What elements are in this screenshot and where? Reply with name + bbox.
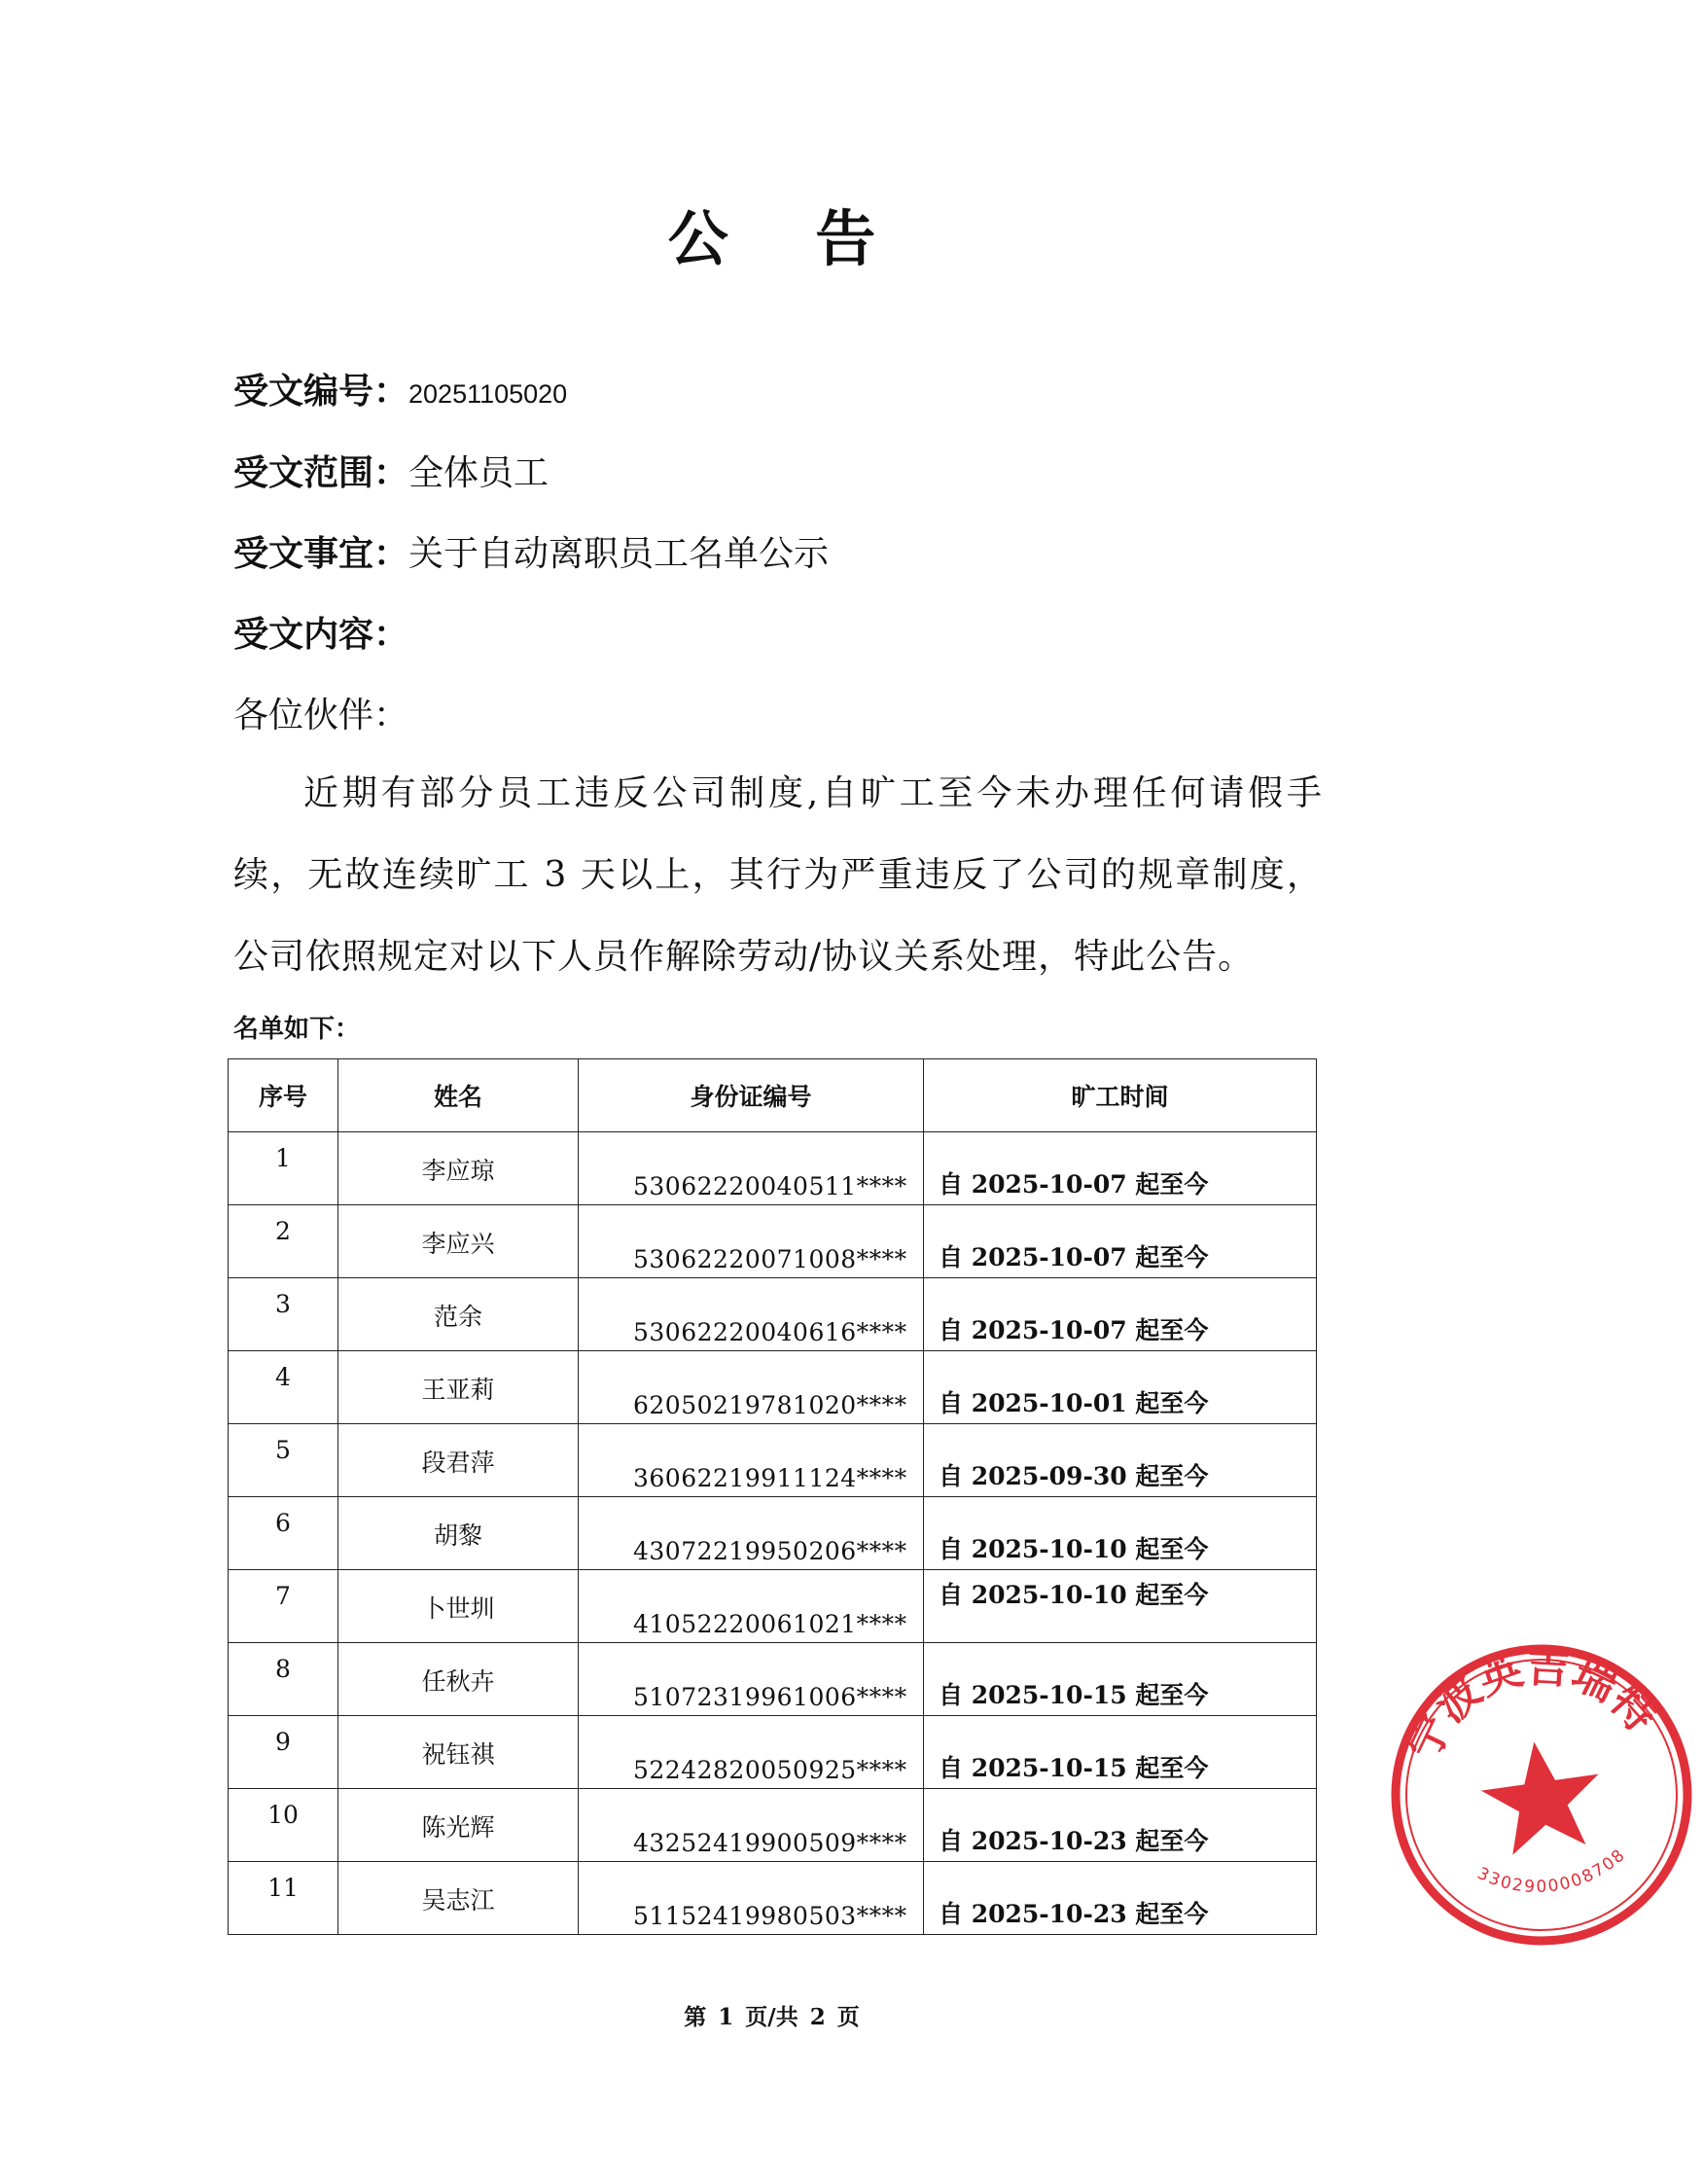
meta-scope <box>233 446 549 495</box>
table-row <box>229 1424 1317 1497</box>
row-id: 53062220040616**** <box>633 1318 907 1346</box>
meta-label: 受文内容： <box>233 614 409 655</box>
row-id: 43252419900509**** <box>633 1829 907 1857</box>
meta-value: 关于自动离职员工名单公示 <box>408 534 830 574</box>
greeting-text: 各位伙伴： <box>233 696 409 735</box>
row-id: 53062220040511**** <box>633 1172 907 1200</box>
row-number: 7 <box>275 1582 291 1610</box>
meta-subject <box>233 526 829 576</box>
table-header-row <box>229 1059 1317 1132</box>
row-name: 段君萍 <box>421 1449 495 1477</box>
row-time: 自 2025-10-07 起至今 <box>939 1316 1209 1344</box>
row-id: 52242820050925**** <box>633 1756 907 1784</box>
row-name: 陈光辉 <box>421 1813 495 1842</box>
row-number: 5 <box>275 1436 291 1464</box>
row-time: 自 2025-10-23 起至今 <box>939 1827 1209 1855</box>
meta-label: 受文编号： <box>233 371 409 412</box>
roster-table <box>228 1058 1317 1935</box>
row-number: 10 <box>267 1801 299 1829</box>
col-header-number: 序号 <box>229 1059 338 1132</box>
row-number: 2 <box>275 1217 291 1245</box>
row-id: 51152419980503**** <box>633 1902 907 1930</box>
row-id: 36062219911124**** <box>633 1464 907 1492</box>
row-time: 自 2025-10-01 起至今 <box>939 1389 1209 1417</box>
row-name: 李应兴 <box>421 1230 495 1258</box>
table-row <box>229 1570 1317 1643</box>
row-name: 卜世圳 <box>421 1594 495 1623</box>
row-name: 王亚莉 <box>421 1376 495 1404</box>
body-text: 近期有部分员工违反公司制度,自旷工至今未办理任何请假手续，无故连续旷工 3 天以上，其行为严重违反了公司的规章制度，公司依照规定对以下人员作解除劳动/协议关系处理，特此公告。 <box>233 773 1323 977</box>
footer-middle: 页/共 <box>745 2004 798 2030</box>
row-time: 自 2025-10-15 起至今 <box>939 1681 1209 1709</box>
row-time: 自 2025-10-07 起至今 <box>939 1170 1209 1199</box>
col-header-name: 姓名 <box>338 1059 579 1132</box>
table-row <box>229 1205 1317 1278</box>
svg-text:3302900008708 <box>1472 1844 1634 1907</box>
row-time: 自 2025-10-10 起至今 <box>939 1535 1209 1563</box>
table-row <box>229 1716 1317 1789</box>
row-name: 吴志江 <box>421 1886 495 1915</box>
row-number: 11 <box>267 1874 299 1902</box>
row-name: 任秋卉 <box>421 1667 495 1696</box>
meta-label: 受文事宜： <box>233 533 409 574</box>
row-id: 62050219781020**** <box>633 1391 907 1419</box>
table-row <box>229 1643 1317 1716</box>
table-row <box>229 1789 1317 1862</box>
row-id: 51072319961006**** <box>633 1683 907 1711</box>
footer-page-number: 1 <box>718 2004 734 2030</box>
meta-label: 受文范围： <box>233 452 409 493</box>
footer-total-pages: 2 <box>809 2004 826 2030</box>
row-name: 李应琼 <box>421 1157 495 1185</box>
table-row <box>229 1497 1317 1570</box>
list-title: 名单如下： <box>233 1015 361 1044</box>
footer-prefix: 第 <box>684 2004 707 2030</box>
row-time: 自 2025-10-10 起至今 <box>939 1581 1209 1609</box>
row-time: 自 2025-10-23 起至今 <box>939 1900 1209 1928</box>
document-title: 公 告 <box>667 203 909 274</box>
row-number: 8 <box>275 1655 291 1683</box>
row-time: 自 2025-10-07 起至今 <box>939 1243 1209 1271</box>
meta-value: 20251105020 <box>408 379 568 409</box>
table-row <box>229 1278 1317 1351</box>
col-header-id: 身份证编号 <box>579 1059 924 1132</box>
meta-doc-number <box>233 364 567 413</box>
footer-suffix: 页 <box>836 2004 860 2030</box>
meta-content <box>233 607 408 657</box>
row-id: 41052220061021**** <box>633 1610 907 1638</box>
row-name: 胡黎 <box>433 1522 482 1550</box>
row-number: 1 <box>275 1144 291 1172</box>
row-name: 祝钰祺 <box>421 1740 495 1769</box>
row-number: 3 <box>275 1290 291 1318</box>
table-row <box>229 1351 1317 1424</box>
row-number: 6 <box>275 1509 291 1537</box>
page-footer <box>0 1999 1543 2031</box>
row-time: 自 2025-10-15 起至今 <box>939 1754 1209 1782</box>
row-number: 4 <box>275 1363 291 1391</box>
seal-star-icon <box>1475 1734 1608 1858</box>
meta-value: 全体员工 <box>408 453 550 493</box>
table-row <box>229 1132 1317 1205</box>
row-time: 自 2025-09-30 起至今 <box>939 1462 1209 1490</box>
row-number: 9 <box>275 1728 291 1756</box>
col-header-time: 旷工时间 <box>924 1059 1317 1132</box>
body-paragraph <box>233 753 1323 998</box>
company-seal <box>1381 1634 1702 1955</box>
row-id: 43072219950206**** <box>633 1537 907 1565</box>
row-id: 53062220071008**** <box>633 1245 907 1273</box>
greeting <box>233 688 408 737</box>
seal-text: 宁波英吉瑞特 <box>1398 1642 1666 1769</box>
seal-code: 3302900008708 <box>1473 1844 1630 1898</box>
row-name: 范余 <box>433 1303 482 1331</box>
table-row <box>229 1862 1317 1935</box>
